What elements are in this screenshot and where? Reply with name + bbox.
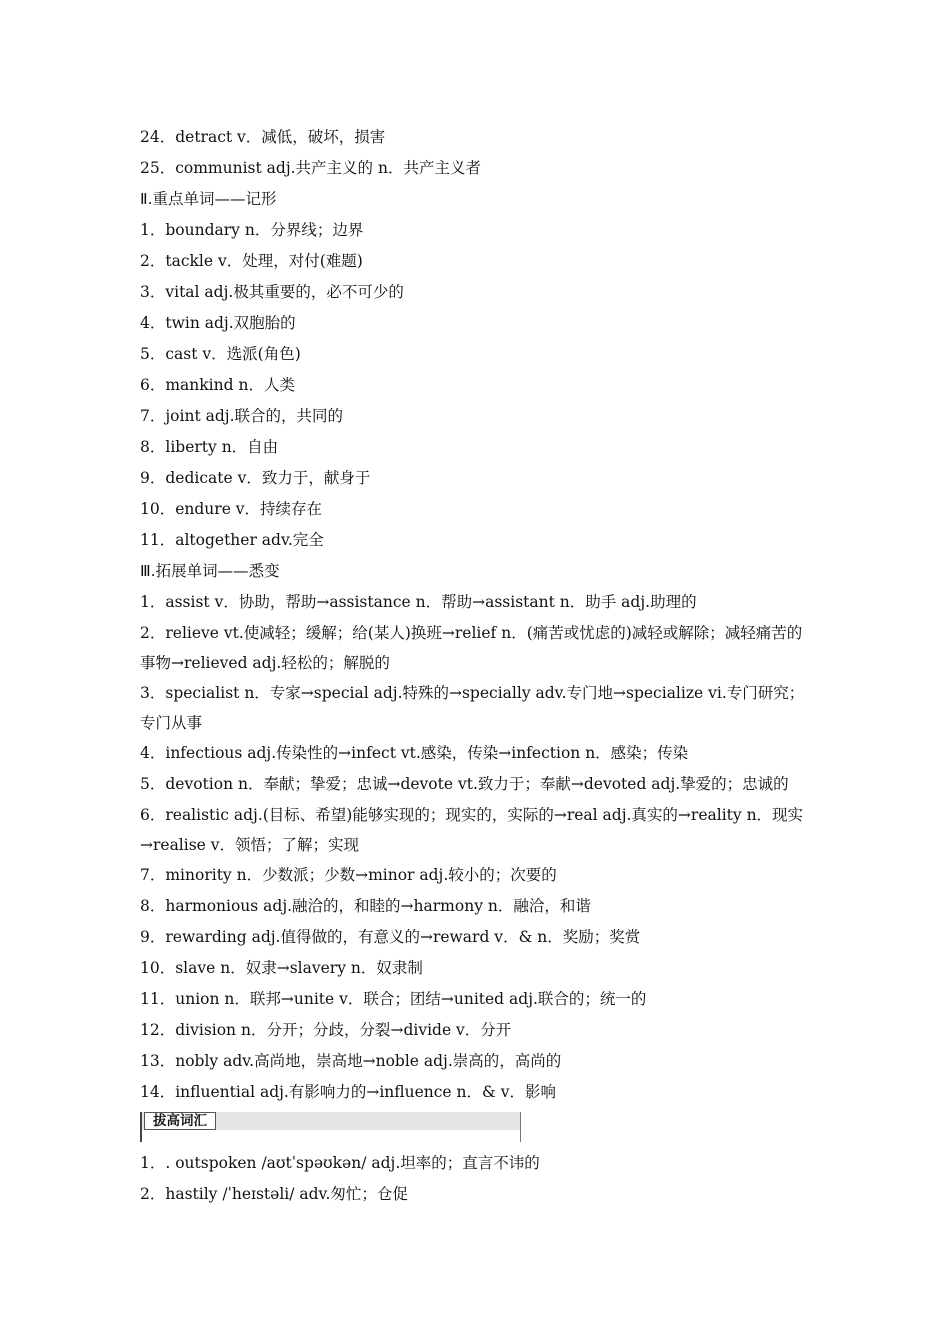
key-word-6: 6．mankind n．人类 <box>140 376 295 394</box>
ext-word-5: 5．devotion n．奉献；挚爱；忠诚→devote vt.致力于；奉献→devoted adj.挚爱的；忠诚的 <box>140 775 789 793</box>
ext-word-3: 3．specialist n．专家→special adj.特殊的→specially adv.专门地→specialize vi.专门研究；专门从事 <box>140 684 805 732</box>
key-word-5: 5．cast v．选派(角色) <box>140 345 301 363</box>
ext-word-4: 4．infectious adj.传染性的→infect vt.感染，传染→infection n．感染；传染 <box>140 744 689 762</box>
advanced-vocab-box <box>140 1112 521 1142</box>
ext-word-12: 12．division n．分开；分歧，分裂→divide v．分开 <box>140 1021 512 1039</box>
box-label: 拔高词汇 <box>144 1112 216 1130</box>
ext-word-11: 11．union n．联邦→unite v．联合；团结→united adj.联合的；统一的 <box>140 990 647 1008</box>
section-heading-key-words: Ⅱ.重点单词——记形 <box>140 190 277 208</box>
ext-word-6: 6．realistic adj.(目标、希望)能够实现的；现实的，实际的→real adj.真实的→reality n．现实→realise v．领悟；了解；实现 <box>140 806 804 854</box>
ext-word-8: 8．harmonious adj.融洽的，和睦的→harmony n．融洽，和谐 <box>140 897 591 915</box>
key-word-3: 3．vital adj.极其重要的，必不可少的 <box>140 283 404 301</box>
key-word-10: 10．endure v．持续存在 <box>140 500 323 518</box>
key-word-11: 11．altogether adv.完全 <box>140 531 324 549</box>
advanced-word-2: 2．hastily /ˈheɪstəli/ adv.匆忙；仓促 <box>140 1185 408 1203</box>
ext-word-7: 7．minority n．少数派；少数→minor adj.较小的；次要的 <box>140 866 557 884</box>
key-word-1: 1．boundary n．分界线；边界 <box>140 221 364 239</box>
key-word-4: 4．twin adj.双胞胎的 <box>140 314 296 332</box>
key-word-2: 2．tackle v．处理，对付(难题) <box>140 252 363 270</box>
advanced-word-1: 1．. outspoken /aʊtˈspəʊkən/ adj.坦率的；直言不讳的 <box>140 1154 540 1172</box>
ext-word-2: 2．relieve vt.使减轻；缓解；给(某人)换班→relief n．(痛苦或忧虑的)减轻或解除；减轻痛苦的事物→relieved adj.轻松的；解脱的 <box>140 624 803 672</box>
ext-word-9: 9．rewarding adj.值得做的，有意义的→reward v．& n．奖励；奖赏 <box>140 928 641 946</box>
ext-word-14: 14．influential adj.有影响力的→influence n．& v．影响 <box>140 1083 556 1101</box>
document-page <box>140 122 816 1210</box>
key-word-9: 9．dedicate v．致力于，献身于 <box>140 469 371 487</box>
entry-25: 25．communist adj.共产主义的 n．共产主义者 <box>140 159 481 177</box>
ext-word-13: 13．nobly adv.高尚地，崇高地→noble adj.崇高的，高尚的 <box>140 1052 562 1070</box>
section-heading-extended-words: Ⅲ.拓展单词——悉变 <box>140 562 280 580</box>
entry-24: 24．detract v．减低，破坏，损害 <box>140 128 386 146</box>
key-word-7: 7．joint adj.联合的，共同的 <box>140 407 343 425</box>
ext-word-10: 10．slave n．奴隶→slavery n．奴隶制 <box>140 959 423 977</box>
key-word-8: 8．liberty n．自由 <box>140 438 279 456</box>
ext-word-1: 1．assist v．协助，帮助→assistance n．帮助→assistant n．助手 adj.助理的 <box>140 593 697 611</box>
